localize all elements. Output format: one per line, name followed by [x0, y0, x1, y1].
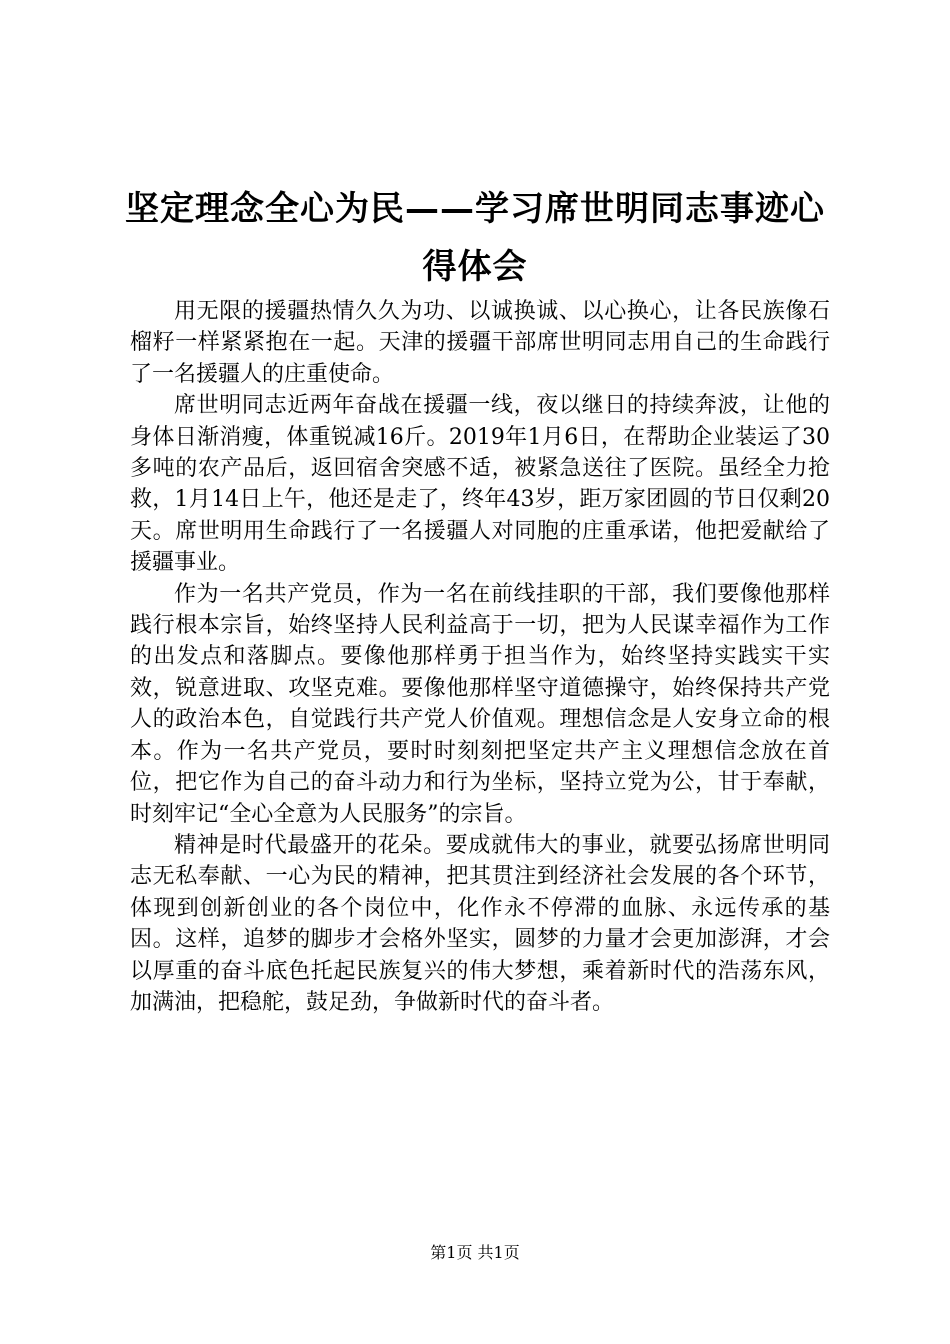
paragraph: 用无限的援疆热情久久为功、以诚换诚、以心换心，让各民族像石榴籽一样紧紧抱在一起。天津的援疆干部席世明同志用自己的生命践行了一名援疆人的庄重使命。: [130, 299, 830, 387]
document-body: [130, 296, 830, 1018]
page-footer: 第1页 共1页: [430, 1243, 520, 1262]
document-title: 坚定理念全心为民——学习席世明同志事迹心得体会: [125, 189, 825, 287]
paragraph: 精神是时代最盛开的花朵。要成就伟大的事业，就要弘扬席世明同志无私奉献、一心为民的精神，把其贯注到经济社会发展的各个环节，体现到创新创业的各个岗位中，化作永不停滞的血脉、永远传承的基因。这样，追梦的脚步才会格外坚实，圆梦的力量才会更加澎湃，才会以厚重的奋斗底色托起民族复兴的伟大梦想，乘着新时代的浩荡东风，加满油，把稳舵，鼓足劲，争做新时代的奋斗者。: [130, 832, 830, 1015]
paragraph: 作为一名共产党员，作为一名在前线挂职的干部，我们要像他那样践行根本宗旨，始终坚持人民利益高于一切，把为人民谋幸福作为工作的出发点和落脚点。要像他那样勇于担当作为，始终坚持实践实干实效，锐意进取、攻坚克难。要像他那样坚守道德操守，始终保持共产党人的政治本色，自觉践行共产党人价值观。理想信念是人安身立命的根本。作为一名共产党员，要时时刻刻把坚定共产主义理想信念放在首位，把它作为自己的奋斗动力和行为坐标，坚持立党为公，甘于奉献，时刻牢记“全心全意为人民服务”的宗旨。: [130, 581, 830, 827]
paragraph: 席世明同志近两年奋战在援疆一线，夜以继日的持续奔波，让他的身体日渐消瘦，体重锐减16斤。2019年1月6日，在帮助企业装运了30多吨的农产品后，返回宿舍突感不适，被紧急送往了医院。虽经全力抢救，1月14日上午，他还是走了，终年43岁，距万家团圆的节日仅剩20天。席世明用生命践行了一名援疆人对同胞的庄重承诺，他把爱献给了援疆事业。: [130, 393, 830, 576]
